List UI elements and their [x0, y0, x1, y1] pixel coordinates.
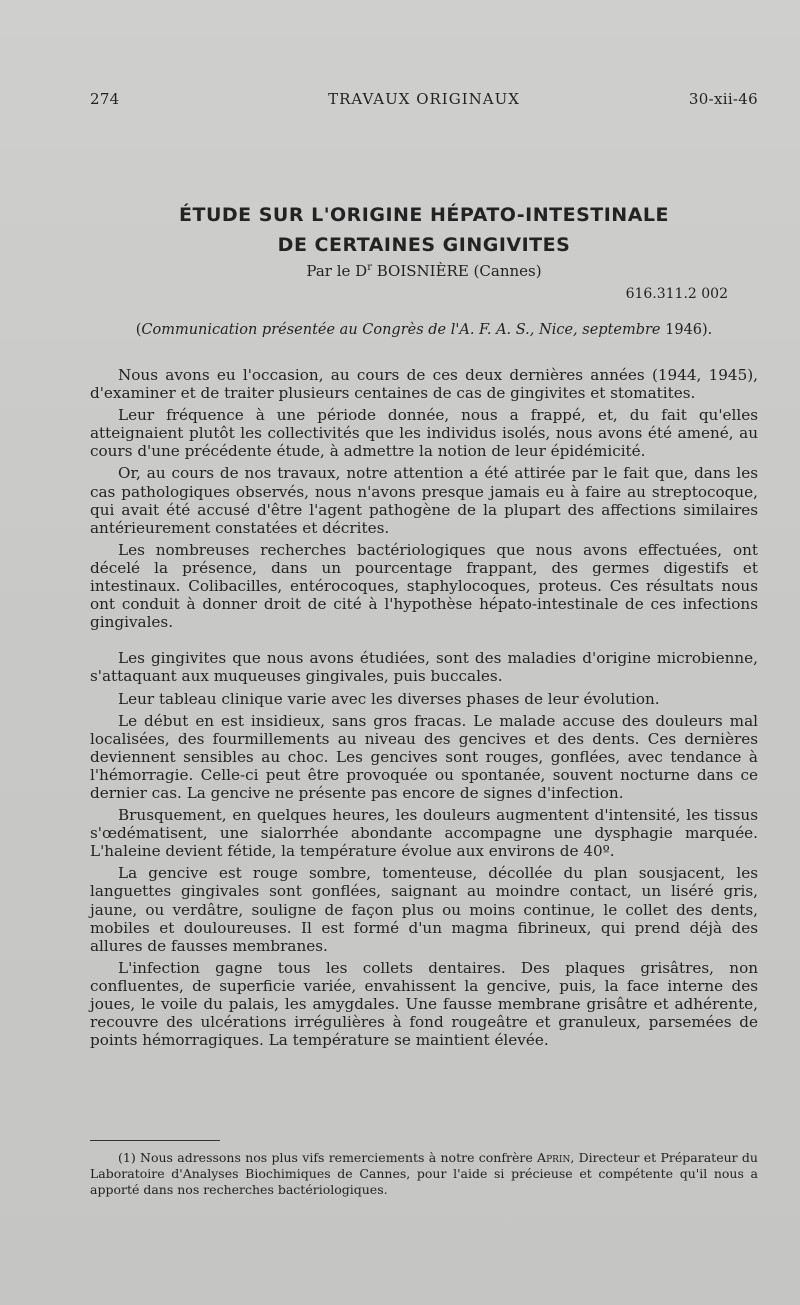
communication-year: 1946). [665, 322, 713, 338]
running-head [90, 90, 758, 112]
footnote-text-before: (1) Nous adressons nos plus vifs remerciements à notre confrère [118, 1150, 533, 1165]
byline-sup: r [367, 262, 372, 273]
page-number: 274 [90, 90, 120, 108]
body-paragraph: L'infection gagne tous les collets dentaires. Des plaques grisâtres, non confluentes, de superficie variée, envahissent la gencive, puis, la face interne des joues, le voile du palais, les amygdales. Une fausse membrane grisâtre et adhérente, recouvre des ulcérations irrégulières à fond rougeâtre et granuleux, parsemées de points hémorragiques. La température se maintient élevée. [90, 958, 758, 1050]
body-paragraph: Leur fréquence à une période donnée, nous a frappé, et, du fait qu'elles atteignaient plutôt les collectivités que les individus isolés, nous avons été amené, au cours d'une précédente étude, à admettre la notion de leur épidémicité. [90, 406, 758, 461]
footnote-name: Aprin [537, 1150, 571, 1165]
body-paragraph: Les gingivites que nous avons étudiées, sont des maladies d'origine microbienne, s'attaquant aux muqueuses gingivales, puis buccales. [90, 649, 758, 686]
footnote-paragraph [90, 1150, 758, 1198]
body-paragraph: Les nombreuses recherches bactériologiques que nous avons effectuées, ont décelé la présence, dans un pourcentage frappant, des germes digestifs et intestinaux. Colibacilles, entérocoques, staphylocoques, proteus. Ces résultats nous ont conduit à donner droit de cité à l'hypothèse hépato-intestinale de ces infections gingivales. [90, 540, 758, 632]
author-name: BOISNIÈRE (Cannes) [376, 262, 542, 280]
body-paragraph: Or, au cours de nos travaux, notre attention a été attirée par le fait que, dans les cas pathologiques observés, nous n'avons presque jamais eu à faire au streptocoque, qui avait été accusé d'être l'agent pathogène de la plupart des affections similaires antérieurement constatées et décrites. [90, 464, 758, 537]
communication-note [90, 322, 758, 338]
classification-code: 616.311.2 002 [625, 286, 728, 302]
journal-section-title: TRAVAUX ORIGINAUX [328, 90, 520, 108]
byline-prefix: Par le D [306, 262, 368, 280]
footnote-text-after: , Directeur et Préparateur du Laboratoire d'Analyses Biochimiques de Cannes, pour l'aide si précieuse et compétente qu'il nous a apporté dans nos recherches bactériologiques. [90, 1150, 758, 1197]
communication-open-paren: ( [135, 322, 142, 338]
body-paragraph: La gencive est rouge sombre, tomenteuse, décollée du plan sousjacent, les languettes gingivales sont gonflées, saignant au moindre contact, un liséré gris, jaune, ou verdâtre, souligne de façon plus ou moins continue, le collet des dents, mobiles et douloureuses. Il est formé d'un magma fibrineux, qui prend déjà des allures de fausses membranes. [90, 864, 758, 955]
communication-text: Communication présentée au Congrès de l'A. F. A. S., Nice, septembre [141, 322, 661, 338]
body-paragraph: Brusquement, en quelques heures, les douleurs augmentent d'intensité, les tissus s'œdématisent, une sialorrhée abondante accompagne une dysphagie marquée. L'haleine devient fétide, la température évolue aux environs de 40º. [90, 806, 758, 861]
issue-date: 30-xii-46 [688, 90, 758, 108]
body-paragraph: Leur tableau clinique varie avec les diverses phases de leur évolution. [118, 689, 660, 708]
article-title-line-2: DE CERTAINES GINGIVITES [277, 234, 571, 256]
author-byline [90, 262, 758, 280]
footnote [90, 1150, 758, 1198]
article-title-line-1: ÉTUDE SUR L'ORIGINE HÉPATO-INTESTINALE [179, 204, 669, 226]
article-title [90, 200, 758, 260]
footnote-divider [90, 1140, 220, 1141]
article-body [90, 366, 758, 1049]
body-paragraph: Nous avons eu l'occasion, au cours de ces deux dernières années (1944, 1945), d'examiner et de traiter plusieurs centaines de cas de gingivites et stomatites. [90, 366, 758, 403]
body-paragraph: Le début en est insidieux, sans gros fracas. Le malade accuse des douleurs mal localisées, des fourmillements au niveau des gencives et des dents. Ces dernières deviennent sensibles au choc. Les gencives sont rouges, gonflées, avec tendance à l'hémorragie. Celle-ci peut être provoquée ou spontanée, souvent nocturne dans ce dernier cas. La gencive ne présente pas encore de signes d'infection. [90, 711, 758, 802]
